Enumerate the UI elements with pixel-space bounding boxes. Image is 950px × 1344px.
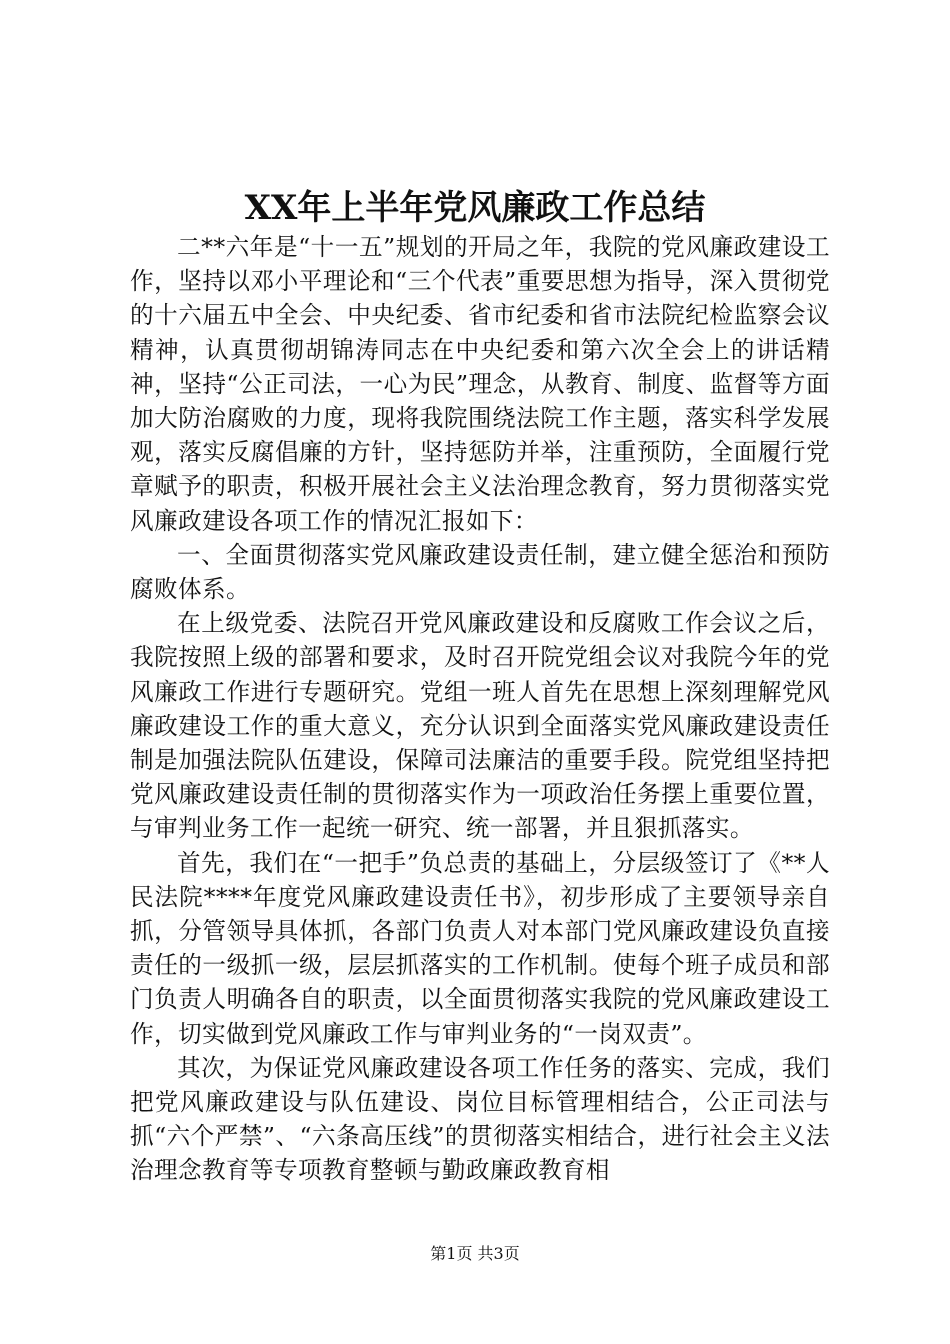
body-paragraph: 二**六年是“十一五”规划的开局之年，我院的党风廉政建设工作，坚持以邓小平理论和“三个代表”重要思想为指导，深入贯彻党的十六届五中全会、中央纪委、省市纪委和省市法院纪检监察会议精神，认真贯彻胡锦涛同志在中央纪委和第六次全会上的讲话精神，坚持“公正司法，一心为民”理念，从教育、制度、监督等方面加大防治腐败的力度，现将我院围绕法院工作主题，落实科学发展观，落实反腐倡廉的方针，坚持惩防并举，注重预防，全面履行党章赋予的职责，积极开展社会主义法治理念教育，努力贯彻落实党风廉政建设各项工作的情况汇报如下： — [130, 233, 830, 535]
body-paragraph: 在上级党委、法院召开党风廉政建设和反腐败工作会议之后，我院按照上级的部署和要求，及时召开院党组会议对我院今年的党风廉政工作进行专题研究。党组一班人首先在思想上深刻理解党风廉政建设工作的重大意义，充分认识到全面落实党风廉政建设责任制是加强法院队伍建设，保障司法廉洁的重要手段。院党组坚持把党风廉政建设责任制的贯彻落实作为一项政治任务摆上重要位置，与审判业务工作一起统一研究、统一部署，并且狠抓落实。 — [130, 609, 830, 843]
document-body — [130, 230, 830, 1188]
page-number-footer: 第1页 共3页 — [430, 1244, 520, 1263]
section-heading: 一、全面贯彻落实党风廉政建设责任制，建立健全惩治和预防腐败体系。 — [130, 540, 830, 604]
body-paragraph: 其次，为保证党风廉政建设各项工作任务的落实、完成，我们把党风廉政建设与队伍建设、岗位目标管理相结合，公正司法与抓“六个严禁”、“六条高压线”的贯彻落实相结合，进行社会主义法治理念教育等专项教育整顿与勤政廉政教育相 — [130, 1053, 830, 1185]
body-paragraph: 首先，我们在“一把手”负总责的基础上，分层级签订了《**人民法院****年度党风廉政建设责任书》，初步形成了主要领导亲自抓，分管领导具体抓，各部门负责人对本部门党风廉政建设负直接责任的一级抓一级，层层抓落实的工作机制。使每个班子成员和部门负责人明确各自的职责，以全面贯彻落实我院的党风廉政建设工作，切实做到党风廉政工作与审判业务的“一岗双责”。 — [130, 848, 830, 1048]
document-title: XX年上半年党风廉政工作总结 — [244, 188, 706, 228]
